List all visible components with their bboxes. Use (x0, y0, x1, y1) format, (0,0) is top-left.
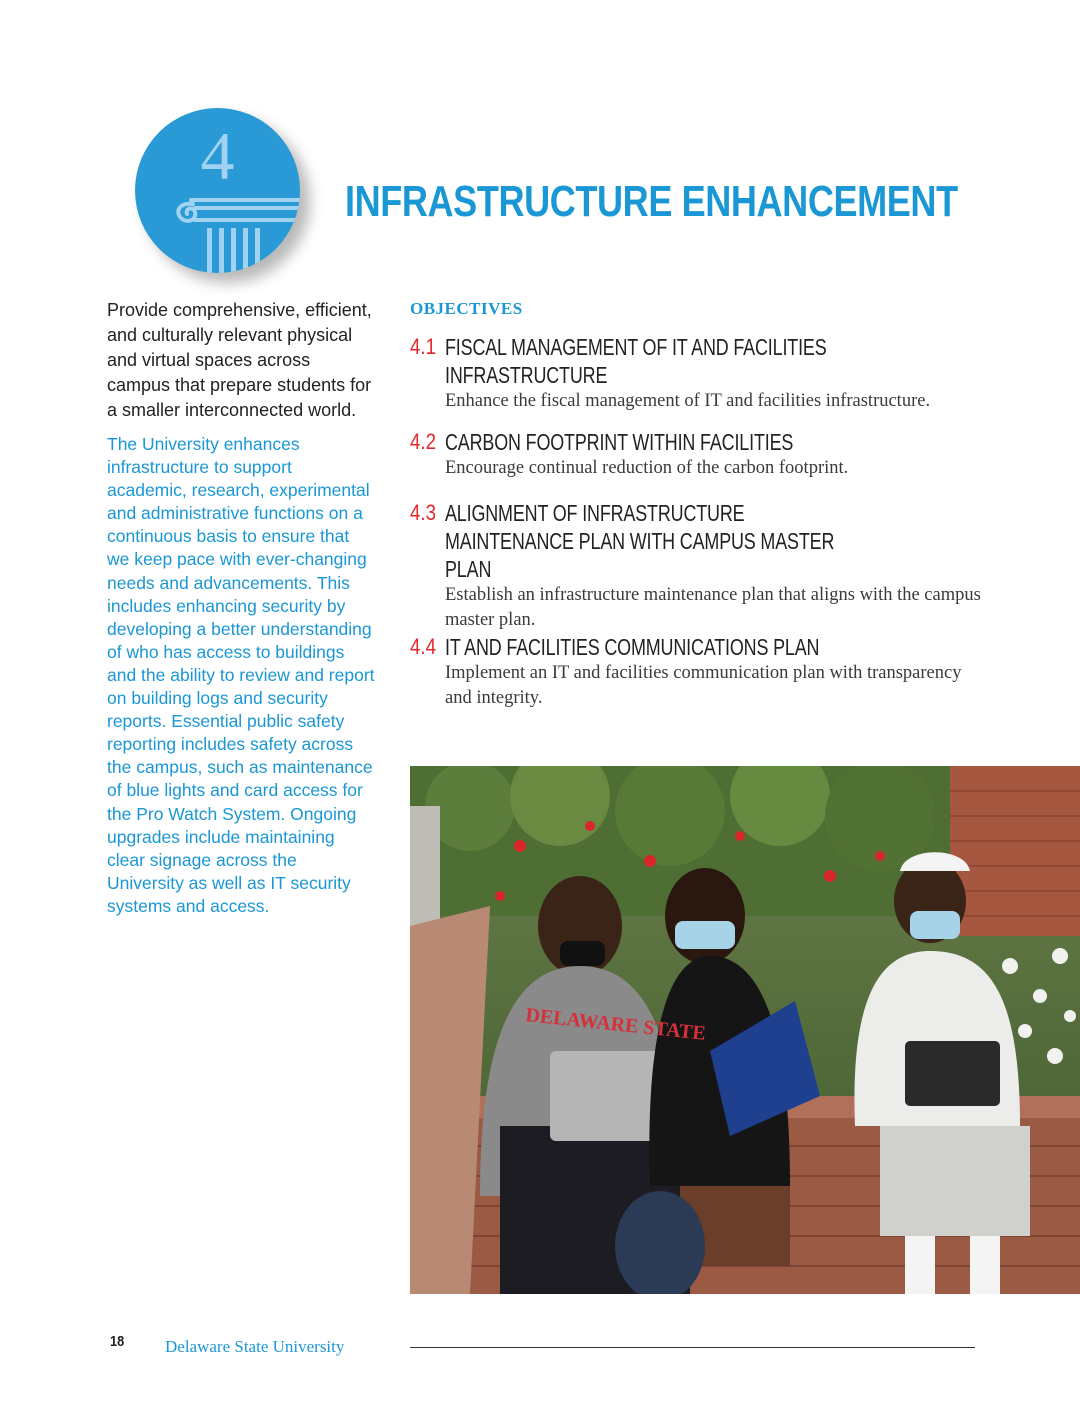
objective-number: 4.4 (410, 634, 437, 659)
sweatshirt-text: DELAWARE STATE (524, 1004, 707, 1045)
objectives-heading: OBJECTIVES (410, 299, 523, 318)
body-paragraph: The University enhances infrastructure to support academic, research, experimental and administrative functions on a continuous basis to ensure that we keep pace with ever-changing needs and advancements. This includes enhancing security by developing a better understanding of who has access to buildings and the ability to review and report on building logs and security reports. Essential public safety reporting includes safety across the campus, such as maintenance of blue lights and card access for the Pro Watch System. Ongoing upgrades include maintaining clear signage across the University as well as IT security systems and access. (107, 434, 375, 916)
objective-number: 4.2 (410, 429, 437, 454)
column-capital-icon (135, 108, 300, 273)
page-title: INFRASTRUCTURE ENHANCEMENT (345, 177, 958, 226)
objective-description: Encourage continual reduction of the carbon footprint. (445, 458, 849, 478)
objective-number: 4.1 (410, 334, 437, 359)
footer-rule (410, 1347, 975, 1348)
objective-title: ALIGNMENT OF INFRASTRUCTURE MAINTENANCE PLAN WITH CAMPUS MASTER PLAN (445, 500, 835, 582)
objective-item (410, 499, 990, 633)
objective-description: Enhance the fiscal management of IT and facilities infrastructure. (445, 391, 931, 411)
objective-description: Establish an infrastructure maintenance plan that aligns with the campus master plan. (445, 585, 981, 630)
objective-description: Implement an IT and facilities communication plan with transparency and integrity. (445, 663, 962, 708)
page-number: 18 (110, 1333, 125, 1350)
objective-item (410, 428, 990, 481)
students-photo (410, 766, 1080, 1294)
objective-number: 4.3 (410, 500, 437, 525)
objective-title: FISCAL MANAGEMENT OF IT AND FACILITIES INFRASTRUCTURE (445, 334, 827, 388)
objective-item (410, 333, 990, 414)
section-number: 4 (200, 118, 235, 194)
students-illustration (410, 766, 1080, 1294)
intro-paragraph: Provide comprehensive, efficient, and culturally relevant physical and virtual spaces across campus that prepare students for a smaller interconnected world. (107, 300, 372, 420)
objective-title: CARBON FOOTPRINT WITHIN FACILITIES (445, 429, 794, 455)
objective-item (410, 633, 990, 711)
section-number-badge (135, 108, 300, 273)
objective-title: IT AND FACILITIES COMMUNICATIONS PLAN (445, 634, 820, 660)
footer-university: Delaware State University (165, 1337, 345, 1356)
